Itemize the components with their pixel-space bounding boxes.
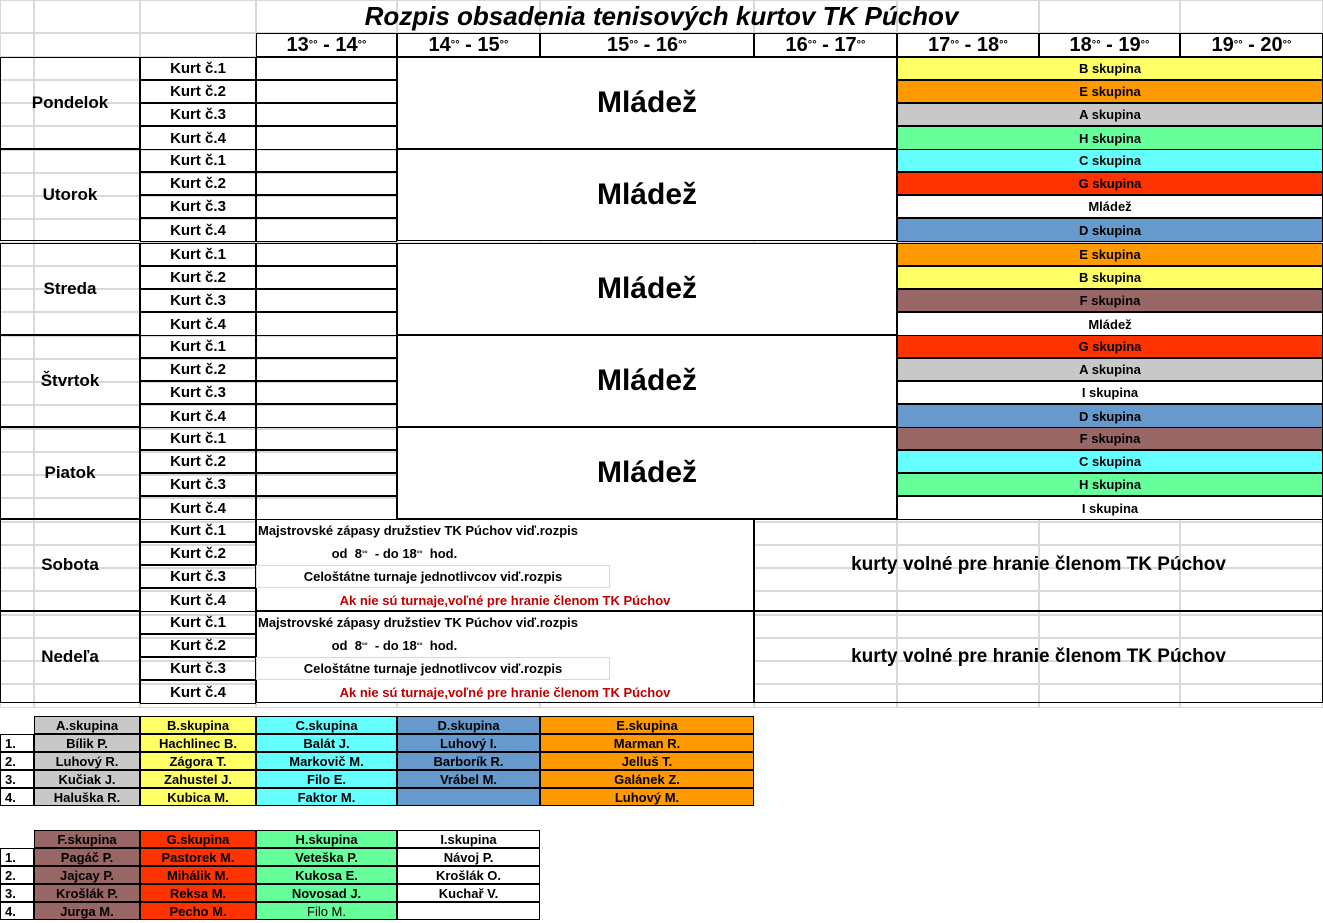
legend-member: Barborík R. xyxy=(397,752,540,770)
legend-row-number: 4. xyxy=(0,788,34,806)
court-label: Kurt č.4 xyxy=(140,218,256,242)
court-label: Kurt č.1 xyxy=(140,335,256,358)
court-label: Kurt č.3 xyxy=(140,657,256,680)
day-label: Piatok xyxy=(0,427,140,519)
hour-from: 17 xyxy=(928,33,951,56)
evening-group-slot[interactable]: B skupina xyxy=(897,57,1323,80)
evening-group-slot[interactable]: H skupina xyxy=(897,126,1323,150)
court-label: Kurt č.1 xyxy=(140,57,256,80)
hour-to: 17 xyxy=(834,33,857,56)
evening-group-slot[interactable]: Mládež xyxy=(897,312,1323,336)
court-label: Kurt č.4 xyxy=(140,126,256,150)
schedule-slot[interactable] xyxy=(256,450,397,473)
schedule-slot[interactable] xyxy=(256,312,397,336)
legend-member: Faktor M. xyxy=(256,788,397,806)
hour-from: 18 xyxy=(1069,33,1092,56)
legend-row-number: 3. xyxy=(0,884,34,902)
schedule-slot[interactable] xyxy=(256,473,397,496)
legend-member: Kubica M. xyxy=(140,788,256,806)
legend-member: Krošlák O. xyxy=(397,866,540,884)
legend-member: Luhový M. xyxy=(540,788,754,806)
evening-group-slot[interactable]: H skupina xyxy=(897,473,1323,496)
evening-group-slot[interactable]: I skupina xyxy=(897,496,1323,520)
legend-row-number: 1. xyxy=(0,734,34,752)
weekend-info-hours: od 8 °° - do 18 °° hod. xyxy=(331,638,458,653)
legend-group-header: I.skupina xyxy=(397,830,540,848)
hour-from: 13 xyxy=(286,33,309,56)
evening-group-slot[interactable]: C skupina xyxy=(897,450,1323,473)
day-label: Nedeľa xyxy=(0,611,140,703)
schedule-slot[interactable] xyxy=(256,381,397,404)
legend-member xyxy=(397,902,540,920)
legend-row-number: 2. xyxy=(0,866,34,884)
legend-group-header: C.skupina xyxy=(256,716,397,734)
court-label: Kurt č.4 xyxy=(140,404,256,428)
court-label: Kurt č.4 xyxy=(140,312,256,336)
legend-member: Markovič M. xyxy=(256,752,397,770)
hour-to: 18 xyxy=(976,33,1000,56)
weekend-info-line4: Ak nie sú turnaje,voľné pre hranie členom TK Púchov xyxy=(339,592,671,608)
schedule-slot[interactable] xyxy=(256,80,397,103)
legend-member: Luhový R. xyxy=(34,752,140,770)
legend-member xyxy=(397,788,540,806)
hour-to: 15 xyxy=(477,33,500,56)
weekend-info-line3: Celoštátne turnaje jednotlivcov viď.rozpis xyxy=(256,565,610,588)
hour-header: 16 °° - 17 °° xyxy=(754,33,897,57)
legend-member: Galánek Z. xyxy=(540,770,754,788)
legend-group-header: D.skupina xyxy=(397,716,540,734)
court-label: Kurt č.1 xyxy=(140,611,256,634)
youth-block[interactable]: Mládež xyxy=(397,57,897,149)
hours-text: 8 xyxy=(354,546,362,561)
court-label: Kurt č.1 xyxy=(140,149,256,172)
legend-member: Jurga M. xyxy=(34,902,140,920)
hour-from: 14 xyxy=(428,33,451,56)
legend-member: Návoj P. xyxy=(397,848,540,866)
schedule-slot[interactable] xyxy=(256,289,397,312)
court-label: Kurt č.3 xyxy=(140,103,256,126)
schedule-slot[interactable] xyxy=(256,427,397,450)
legend-member: Filo E. xyxy=(256,770,397,788)
legend-group-header: A.skupina xyxy=(34,716,140,734)
legend-member: Kukosa E. xyxy=(256,866,397,884)
court-label: Kurt č.1 xyxy=(140,519,256,542)
legend-row-number: 4. xyxy=(0,902,34,920)
legend-group-header: B.skupina xyxy=(140,716,256,734)
legend-member: Haluška R. xyxy=(34,788,140,806)
hours-text: - do 18 xyxy=(374,546,417,561)
hour-header: 18 °° - 19 °° xyxy=(1039,33,1180,57)
court-label: Kurt č.2 xyxy=(140,172,256,195)
schedule-slot[interactable] xyxy=(256,358,397,381)
court-label: Kurt č.4 xyxy=(140,588,256,612)
youth-block[interactable]: Mládež xyxy=(397,335,897,427)
evening-group-slot[interactable]: D skupina xyxy=(897,218,1323,242)
legend-member: Zágora T. xyxy=(140,752,256,770)
court-label: Kurt č.3 xyxy=(140,381,256,404)
youth-block[interactable]: Mládež xyxy=(397,243,897,335)
legend-member: Zahustel J. xyxy=(140,770,256,788)
hours-text: od xyxy=(331,546,348,561)
hour-header: 13 °° - 14 °° xyxy=(256,33,397,57)
weekend-info-hours: od 8 °° - do 18 °° hod. xyxy=(331,546,458,561)
schedule-slot[interactable] xyxy=(256,243,397,266)
evening-group-slot[interactable]: Mládež xyxy=(897,195,1323,218)
youth-block[interactable]: Mládež xyxy=(397,149,897,241)
hour-to: 14 xyxy=(335,33,358,56)
free-courts-text: kurty volné pre hranie členom TK Púchov xyxy=(754,519,1323,611)
legend-group-header: H.skupina xyxy=(256,830,397,848)
court-label: Kurt č.3 xyxy=(140,195,256,218)
legend-member: Pagáč P. xyxy=(34,848,140,866)
legend-member: Bílik P. xyxy=(34,734,140,752)
evening-group-slot[interactable]: G skupina xyxy=(897,172,1323,195)
legend-member: Mihálik M. xyxy=(140,866,256,884)
weekend-info-line1: Majstrovské zápasy družstiev TK Púchov viď.rozpis xyxy=(258,523,579,538)
hour-to: 16 xyxy=(655,33,679,56)
legend-member: Krošlák P. xyxy=(34,884,140,902)
hours-text: od xyxy=(331,638,348,653)
schedule-slot[interactable] xyxy=(256,266,397,289)
evening-group-slot[interactable]: C skupina xyxy=(897,149,1323,172)
schedule-slot[interactable] xyxy=(256,103,397,126)
weekend-info-line4: Ak nie sú turnaje,voľné pre hranie členom TK Púchov xyxy=(339,684,671,700)
schedule-slot[interactable] xyxy=(256,404,397,428)
hour-from: 19 xyxy=(1211,33,1234,56)
court-label: Kurt č.2 xyxy=(140,266,256,289)
day-label: Pondelok xyxy=(0,57,140,149)
hour-to: 20 xyxy=(1260,33,1283,56)
legend-member: Pastorek M. xyxy=(140,848,256,866)
schedule-slot[interactable] xyxy=(256,149,397,172)
legend-member: Filo M. xyxy=(256,902,397,920)
weekend-info-line1: Majstrovské zápasy družstiev TK Púchov viď.rozpis xyxy=(258,615,579,630)
evening-group-slot[interactable]: E skupina xyxy=(897,243,1323,266)
evening-group-slot[interactable]: B skupina xyxy=(897,266,1323,289)
legend-member: Kučiak J. xyxy=(34,770,140,788)
hour-from: 16 xyxy=(785,33,808,56)
hour-header: 19 °° - 20 °° xyxy=(1180,33,1323,57)
day-label: Sobota xyxy=(0,519,140,611)
legend-member: Vrábel M. xyxy=(397,770,540,788)
day-label: Utorok xyxy=(0,149,140,241)
schedule-slot[interactable] xyxy=(256,57,397,80)
hour-from: 15 xyxy=(607,33,630,56)
legend-member: Jajcay P. xyxy=(34,866,140,884)
schedule-slot[interactable] xyxy=(256,335,397,358)
day-label: Streda xyxy=(0,243,140,335)
evening-group-slot[interactable]: F skupina xyxy=(897,427,1323,450)
youth-block[interactable]: Mládež xyxy=(397,427,897,519)
legend-member: Pecho M. xyxy=(140,902,256,920)
court-label: Kurt č.4 xyxy=(140,680,256,704)
evening-group-slot[interactable]: A skupina xyxy=(897,358,1323,381)
header-blank xyxy=(140,33,256,57)
court-label: Kurt č.3 xyxy=(140,289,256,312)
header-blank xyxy=(0,33,140,57)
court-label: Kurt č.2 xyxy=(140,80,256,103)
hour-header: 15 °° - 16 °° xyxy=(540,33,754,57)
legend-row-number: 2. xyxy=(0,752,34,770)
hours-text: - do 18 xyxy=(374,638,417,653)
hour-to: 19 xyxy=(1118,33,1141,56)
schedule-slot[interactable] xyxy=(256,195,397,218)
legend-member: Luhový I. xyxy=(397,734,540,752)
legend-member: Marman R. xyxy=(540,734,754,752)
court-label: Kurt č.4 xyxy=(140,496,256,520)
weekend-info-line3: Celoštátne turnaje jednotlivcov viď.rozpis xyxy=(256,657,610,680)
evening-group-slot[interactable]: D skupina xyxy=(897,404,1323,428)
legend-member: Reksa M. xyxy=(140,884,256,902)
day-label: Štvrtok xyxy=(0,335,140,427)
legend-group-header: F.skupina xyxy=(34,830,140,848)
evening-group-slot[interactable]: G skupina xyxy=(897,335,1323,358)
court-label: Kurt č.3 xyxy=(140,473,256,496)
hours-text: hod. xyxy=(429,638,458,653)
legend-member: Balát J. xyxy=(256,734,397,752)
legend-member: Novosad J. xyxy=(256,884,397,902)
legend-row-number: 3. xyxy=(0,770,34,788)
court-label: Kurt č.2 xyxy=(140,358,256,381)
legend-member: Veteška P. xyxy=(256,848,397,866)
legend-group-header: E.skupina xyxy=(540,716,754,734)
hour-header: 17 °° - 18 °° xyxy=(897,33,1039,57)
court-label: Kurt č.2 xyxy=(140,634,256,657)
free-courts-text: kurty volné pre hranie členom TK Púchov xyxy=(754,611,1323,703)
evening-group-slot[interactable]: I skupina xyxy=(897,381,1323,404)
hours-text: hod. xyxy=(429,546,458,561)
hour-header: 14 °° - 15 °° xyxy=(397,33,540,57)
legend-member: Hachlinec B. xyxy=(140,734,256,752)
schedule-slot[interactable] xyxy=(256,496,397,520)
court-label: Kurt č.2 xyxy=(140,542,256,565)
evening-group-slot[interactable]: F skupina xyxy=(897,289,1323,312)
evening-group-slot[interactable]: E skupina xyxy=(897,80,1323,103)
legend-member: Kuchař V. xyxy=(397,884,540,902)
schedule-slot[interactable] xyxy=(256,126,397,150)
legend-member: Jelluš T. xyxy=(540,752,754,770)
evening-group-slot[interactable]: A skupina xyxy=(897,103,1323,126)
legend-group-header: G.skupina xyxy=(140,830,256,848)
court-label: Kurt č.3 xyxy=(140,565,256,588)
court-label: Kurt č.2 xyxy=(140,450,256,473)
schedule-slot[interactable] xyxy=(256,172,397,195)
legend-row-number: 1. xyxy=(0,848,34,866)
hours-text: 8 xyxy=(354,638,362,653)
court-label: Kurt č.1 xyxy=(140,243,256,266)
court-label: Kurt č.1 xyxy=(140,427,256,450)
schedule-slot[interactable] xyxy=(256,218,397,242)
page-title: Rozpis obsadenia tenisových kurtov TK Púchov xyxy=(364,1,959,31)
